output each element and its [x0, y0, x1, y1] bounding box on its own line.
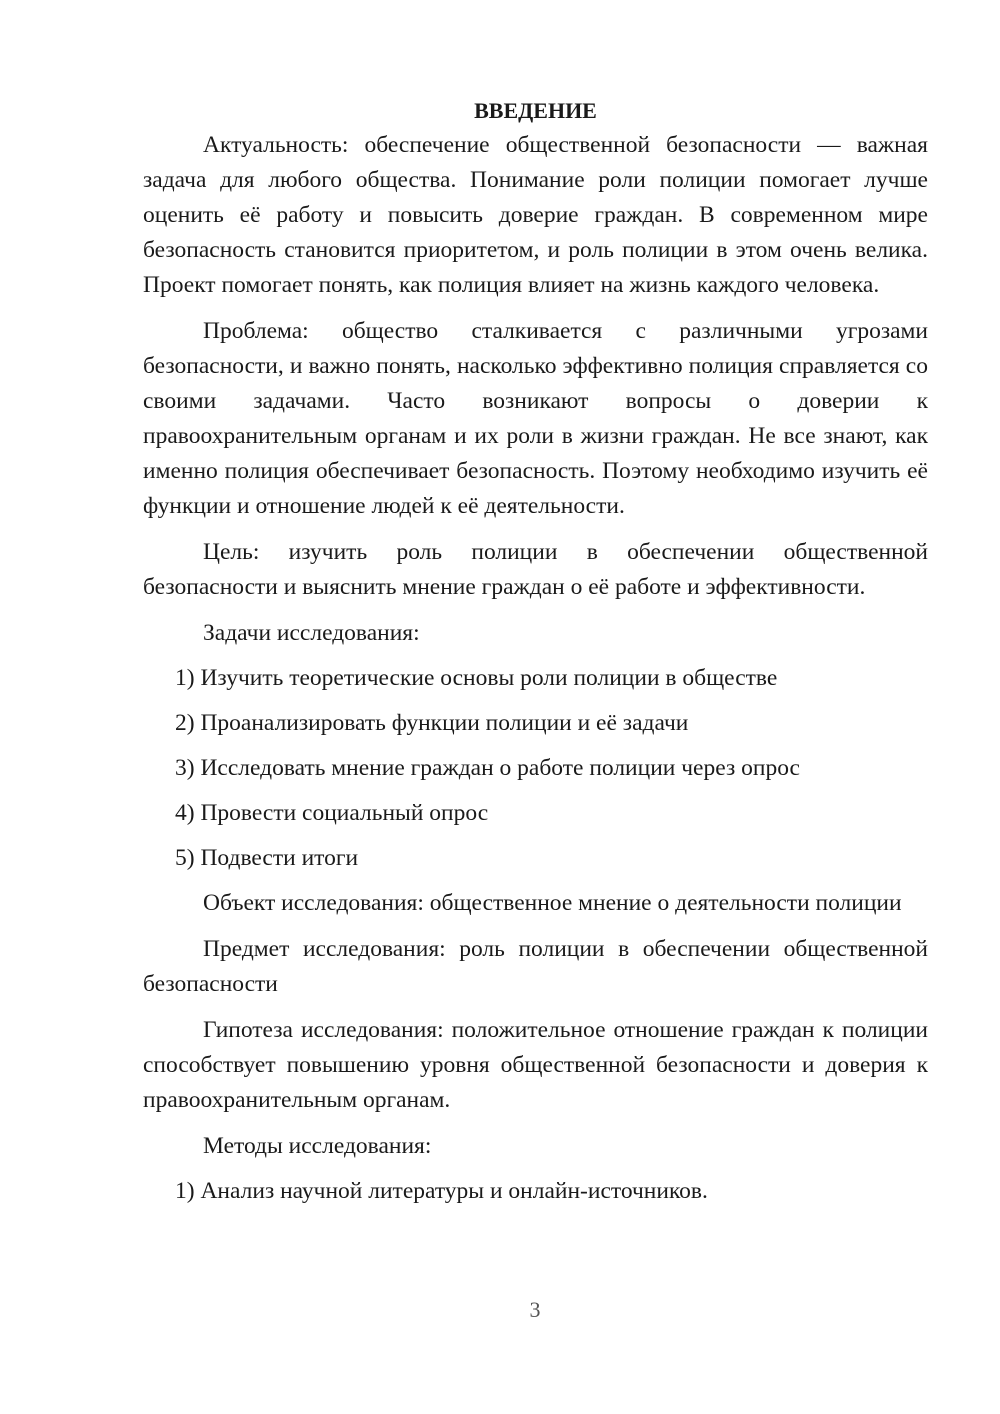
list-item: 1) Анализ научной литературы и онлайн-источников. — [175, 1178, 708, 1204]
goal-paragraph: Цель: изучить роль полиции в обеспечении общественной безопасности и выяснить мнение граждан о её работе и эффективности. — [143, 539, 928, 600]
object-paragraph: Объект исследования: общественное мнение о деятельности полиции — [203, 890, 902, 916]
subject-paragraph: Предмет исследования: роль полиции в обеспечении общественной безопасности — [143, 936, 928, 997]
page-number: 3 — [529, 1297, 541, 1322]
relevance-paragraph: Актуальность: обеспечение общественной безопасности — важная задача для любого общества. Понимание роли полиции помогает лучше оценить её работу и повысить доверие граждан. В современном мире безопасность становится приоритетом, и роль полиции в этом очень велика. Проект помогает понять, как полиция влияет на жизнь каждого человека. — [143, 132, 928, 298]
problem-paragraph: Проблема: общество сталкивается с различными угрозами безопасности, и важно понять, насколько эффективно полиция справляется со своими задачами. Часто возникают вопросы о доверии к правоохранительным органам и их роли в жизни граждан. Не все знают, как именно полиция обеспечивает безопасность. Поэтому необходимо изучить её функции и отношение людей к её деятельности. — [143, 318, 928, 519]
page-title: ВВЕДЕНИЕ — [474, 98, 597, 123]
list-item: 2) Проанализировать функции полиции и её задачи — [175, 710, 689, 736]
tasks-list — [143, 661, 928, 876]
document-body — [143, 93, 928, 1219]
hypothesis-paragraph: Гипотеза исследования: положительное отношение граждан к полиции способствует повышению уровня общественной безопасности и доверия к правоохранительным органам. — [143, 1017, 928, 1113]
methods-list — [143, 1174, 928, 1209]
list-item: 3) Исследовать мнение граждан о работе полиции через опрос — [175, 755, 800, 781]
tasks-heading: Задачи исследования: — [203, 620, 420, 646]
list-item: 5) Подвести итоги — [175, 845, 359, 871]
list-item: 4) Провести социальный опрос — [175, 800, 489, 826]
methods-heading: Методы исследования: — [203, 1133, 432, 1159]
list-item: 1) Изучить теоретические основы роли полиции в обществе — [175, 665, 778, 691]
